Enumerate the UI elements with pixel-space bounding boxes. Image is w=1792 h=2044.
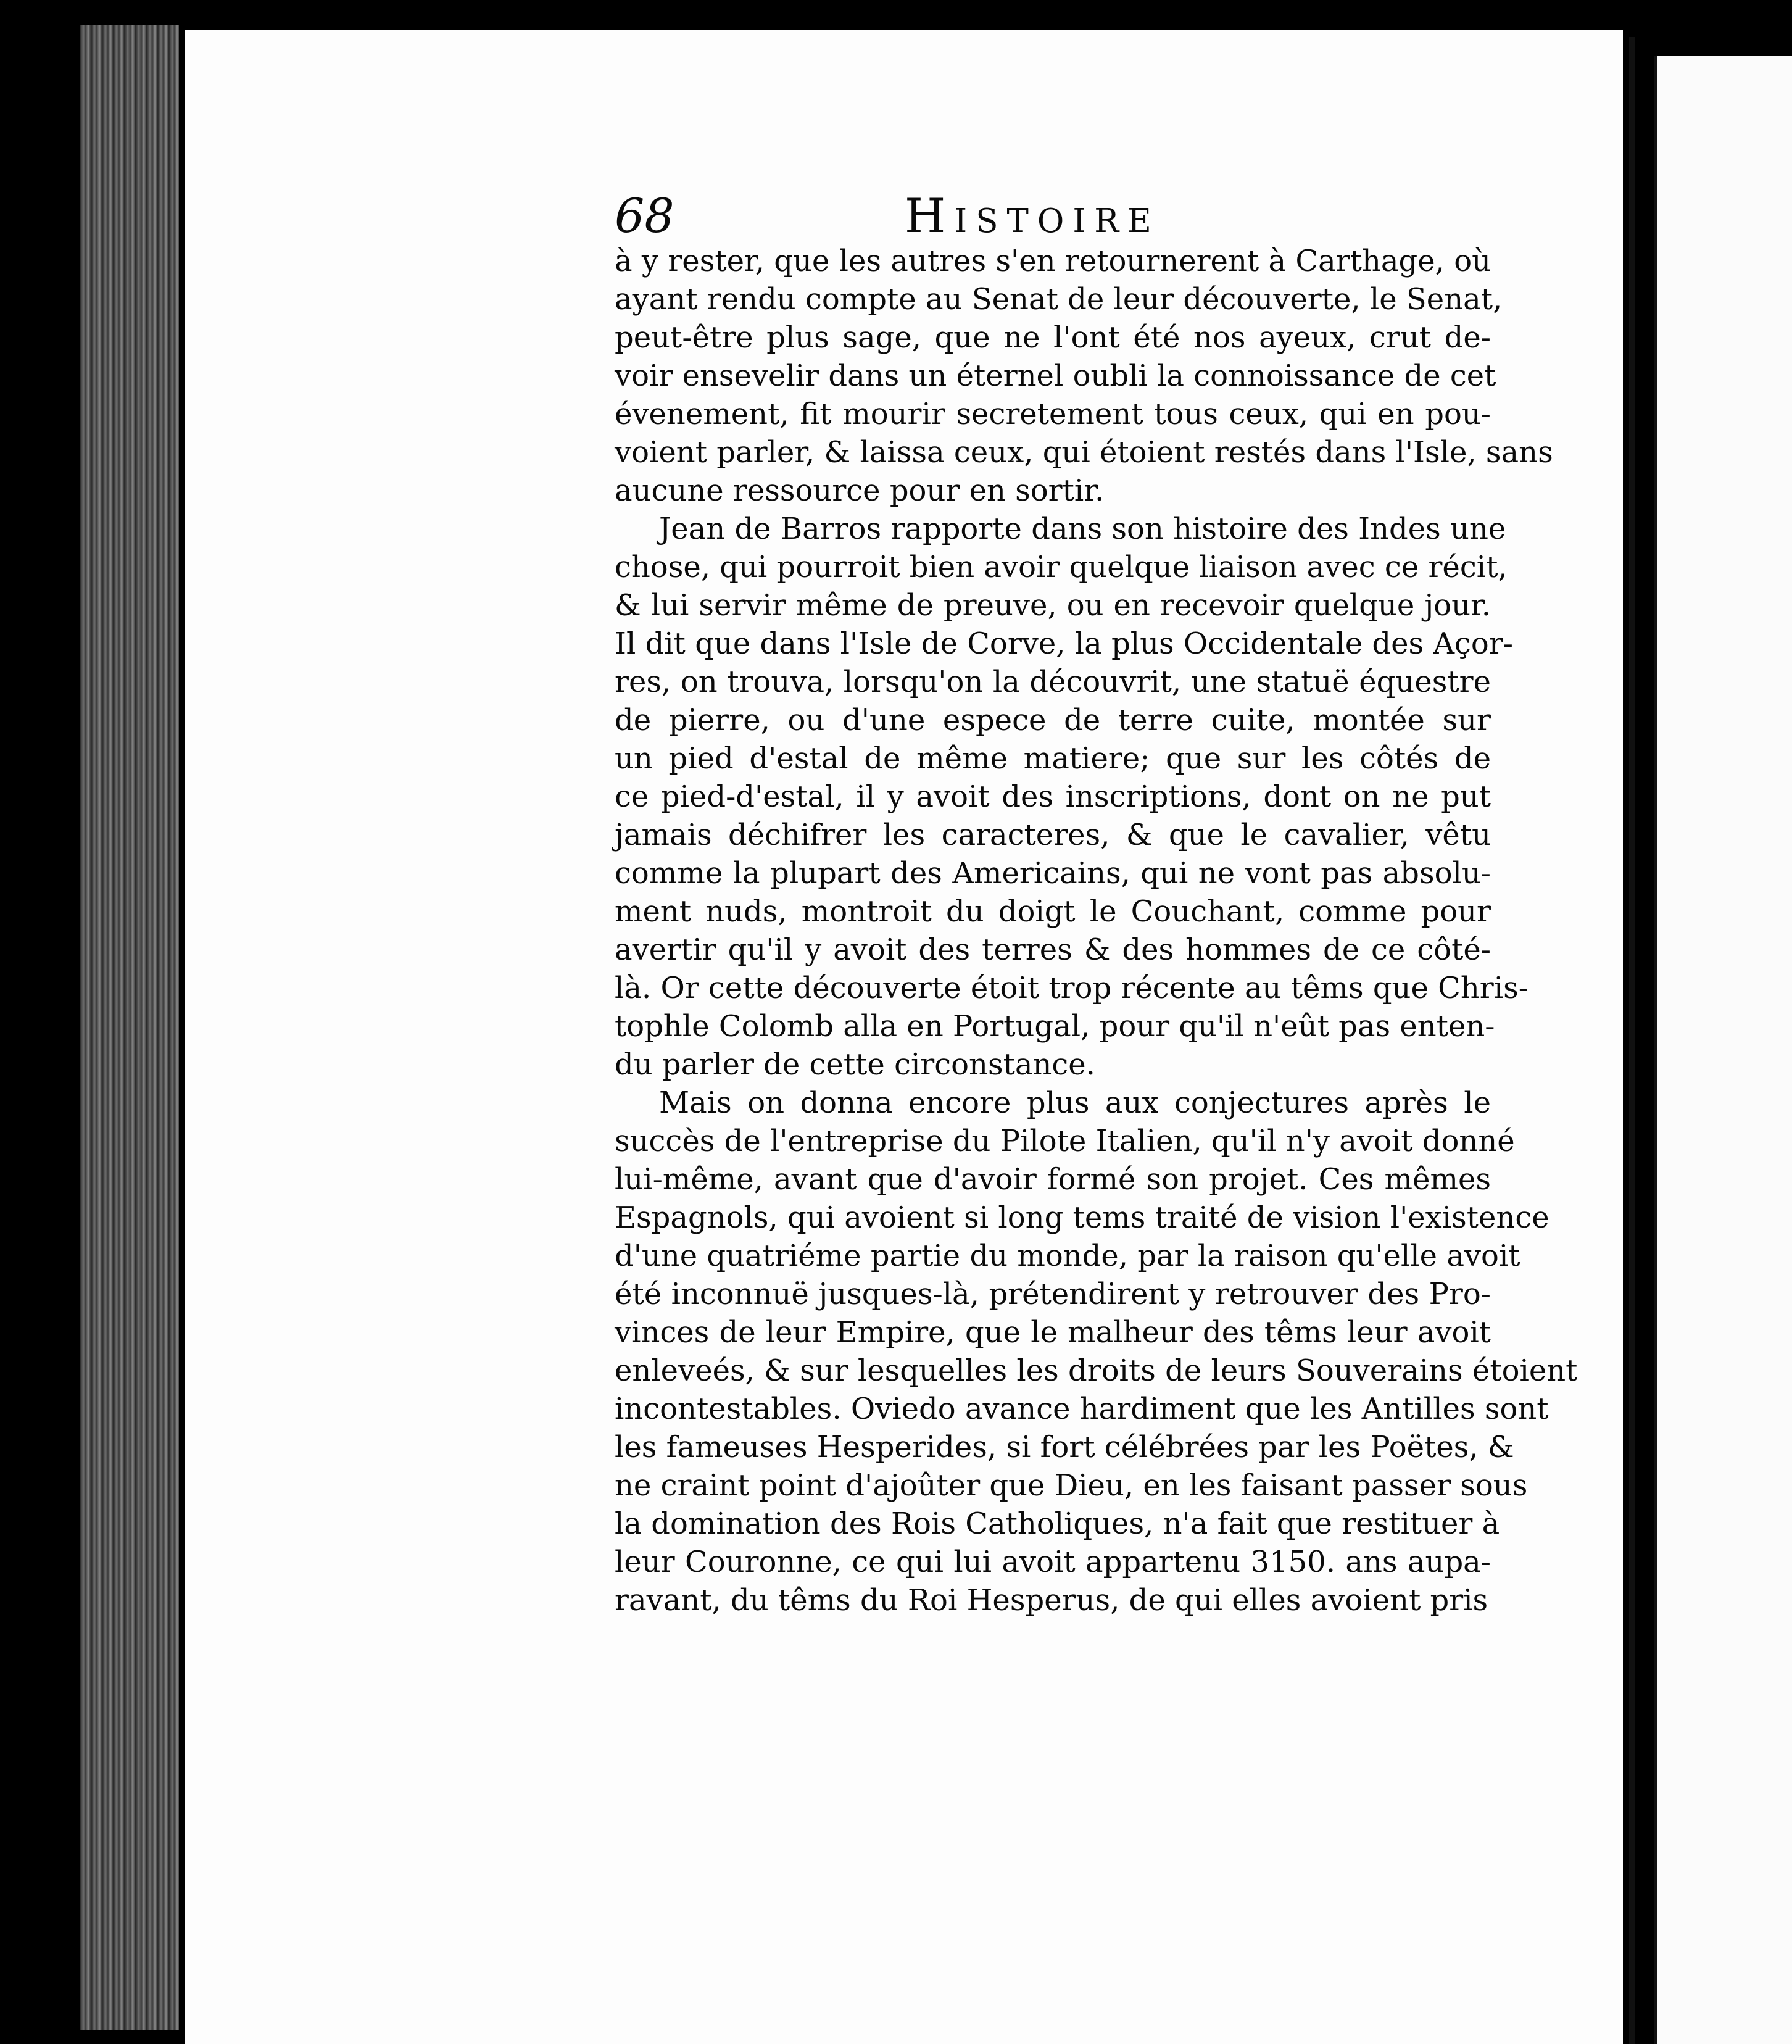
text-line: ravant, du têms du Roi Hesperus, de qui elles avoient pris (615, 1583, 1488, 1618)
text-line: voir ensevelir dans un éternel oubli la connoissance de cet (615, 359, 1496, 393)
text-line: & lui servir même de preuve, ou en recevoir quelque jour. (615, 588, 1491, 623)
text-line: là. Or cette découverte étoit trop récente au têms que Chris- (615, 971, 1529, 1005)
right-page-edge (1654, 56, 1792, 2044)
text-line: à y rester, que les autres s'en retournerent à Carthage, où (615, 244, 1491, 278)
text-line: aucune ressource pour en sortir. (615, 473, 1105, 508)
text-line: vinces de leur Empire, que le malheur des têms leur avoit (615, 1315, 1491, 1350)
text-line: voient parler, & laissa ceux, qui étoient restés dans l'Isle, sans (615, 435, 1553, 470)
text-line: Espagnols, qui avoient si long tems traité de vision l'existence (615, 1200, 1549, 1235)
text-line: avertir qu'il y avoit des terres & des hommes de ce côté- (615, 933, 1491, 967)
text-line: ne craint point d'ajoûter que Dieu, en les faisant passer sous (615, 1468, 1528, 1503)
text-line: ment nuds, montroit du doigt le Couchant, comme pour (615, 894, 1491, 929)
book-fore-edge (80, 25, 179, 2030)
running-title: Histoire (905, 188, 1160, 243)
text-line: Jean de Barros rapporte dans son histoire des Indes une (659, 512, 1506, 546)
text-line: comme la plupart des Americains, qui ne vont pas absolu- (615, 856, 1491, 891)
text-line: un pied d'estal de même matiere; que sur les côtés de (615, 741, 1491, 776)
text-line: succès de l'entreprise du Pilote Italien, qu'il n'y avoit donné (615, 1124, 1515, 1158)
page-number: 68 (615, 188, 674, 243)
body-text (615, 242, 1578, 1619)
text-line: leur Couronne, ce qui lui avoit appartenu 3150. ans aupa- (615, 1545, 1491, 1579)
text-line: évenement, fit mourir secretement tous ceux, qui en pou- (615, 397, 1491, 431)
text-line: chose, qui pourroit bien avoir quelque liaison avec ce récit, (615, 550, 1508, 584)
text-line: jamais déchifrer les caracteres, & que le cavalier, vêtu (615, 818, 1491, 852)
text-line: les fameuses Hesperides, si fort célébrées par les Poëtes, & (615, 1430, 1514, 1464)
text-line: été inconnuë jusques-là, prétendirent y retrouver des Pro- (615, 1277, 1491, 1311)
text-line: peut-être plus sage, que ne l'ont été nos ayeux, crut de- (615, 320, 1491, 355)
text-line: Mais on donna encore plus aux conjectures après le (659, 1086, 1491, 1120)
text-line: du parler de cette circonstance. (615, 1047, 1095, 1082)
book-gutter (1629, 37, 1635, 2044)
text-line: lui-même, avant que d'avoir formé son projet. Ces mêmes (615, 1162, 1491, 1197)
text-line: ayant rendu compte au Senat de leur découverte, le Senat, (615, 282, 1503, 317)
text-line: Il dit que dans l'Isle de Corve, la plus Occidentale des Açor- (615, 626, 1513, 661)
text-line: enleveés, & sur lesquelles les droits de leurs Souverains étoient (615, 1353, 1578, 1388)
text-line: d'une quatriéme partie du monde, par la raison qu'elle avoit (615, 1239, 1520, 1273)
text-line: res, on trouva, lorsqu'on la découvrit, une statuë équestre (615, 665, 1491, 699)
text-line: la domination des Rois Catholiques, n'a fait que restituer à (615, 1506, 1500, 1541)
text-line: tophle Colomb alla en Portugal, pour qu'il n'eût pas enten- (615, 1009, 1495, 1044)
text-line: de pierre, ou d'une espece de terre cuite, montée sur (615, 703, 1491, 737)
text-line: ce pied-d'estal, il y avoit des inscriptions, dont on ne put (615, 779, 1491, 814)
text-line: incontestables. Oviedo avance hardiment que les Antilles sont (615, 1392, 1549, 1426)
